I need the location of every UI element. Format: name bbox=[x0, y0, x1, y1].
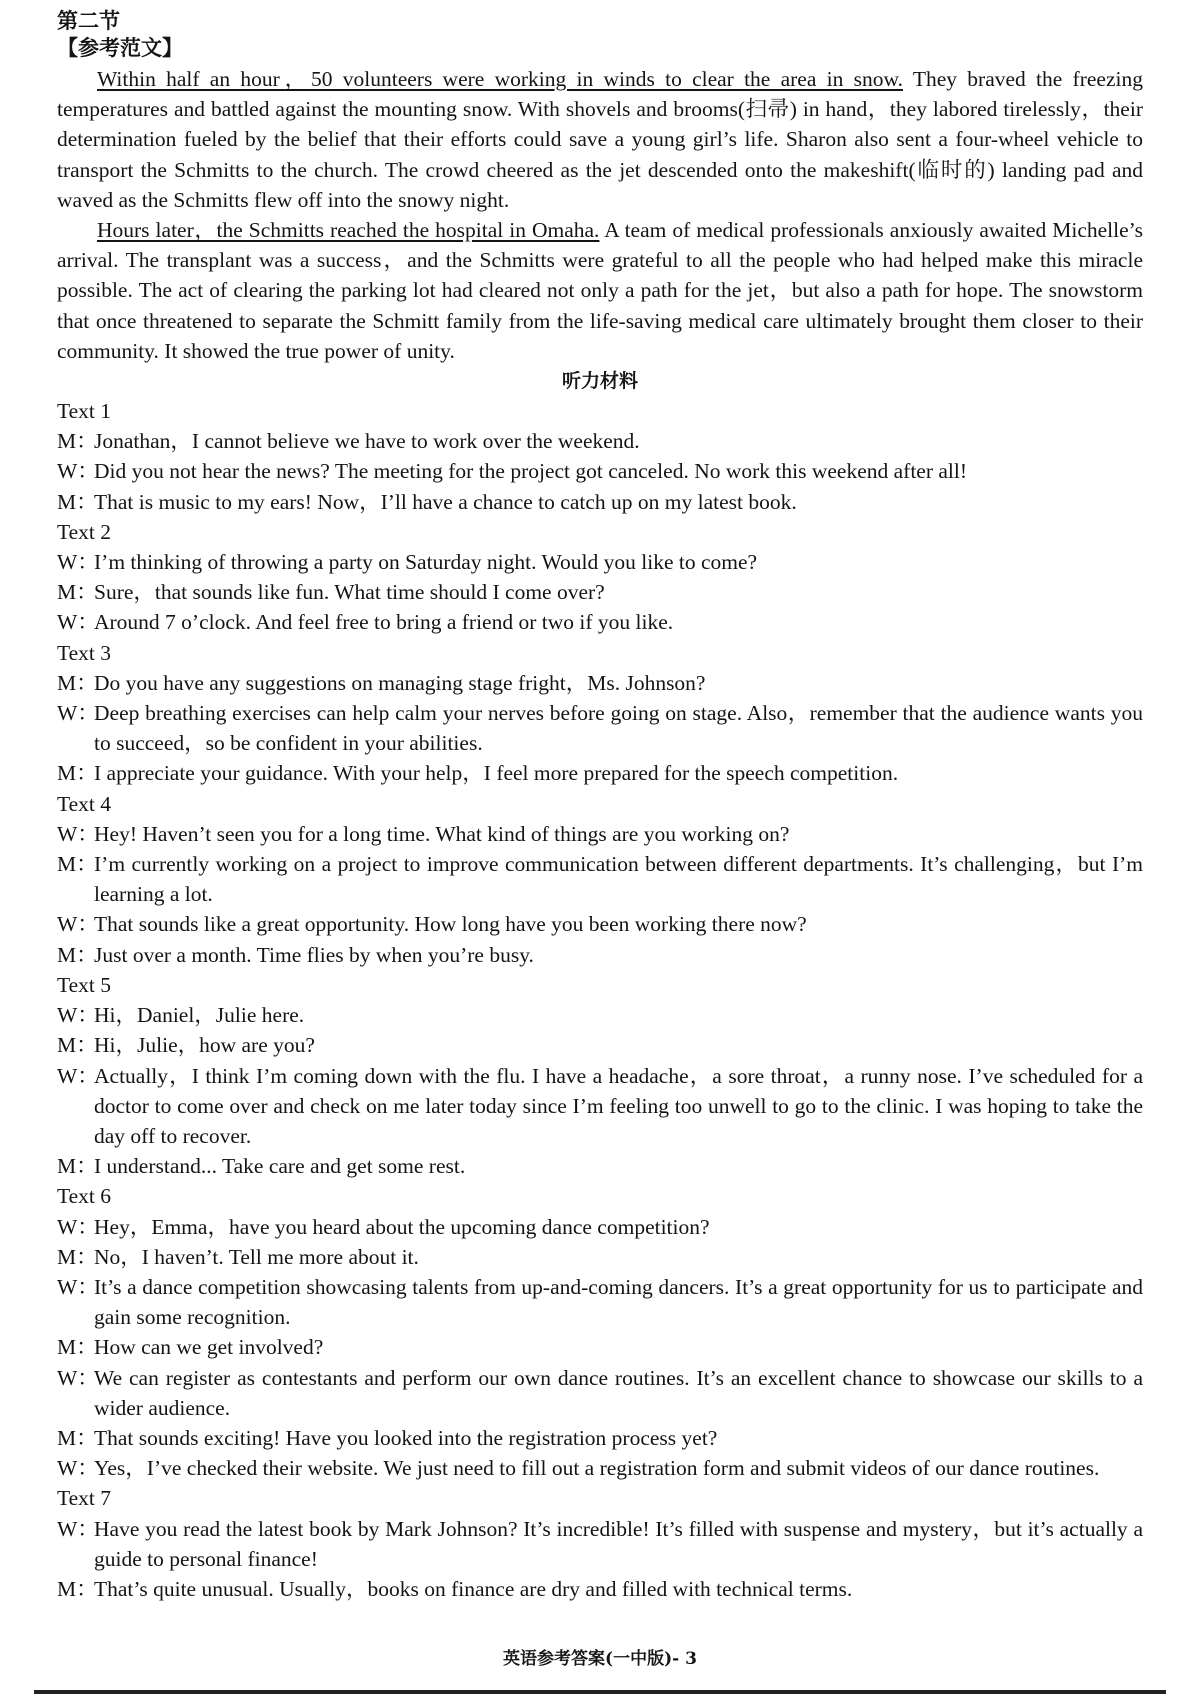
speaker-label: M： bbox=[57, 670, 98, 695]
dialogue-line bbox=[57, 456, 1143, 486]
speaker-label: W： bbox=[57, 821, 99, 846]
utterance-text: Just over a month. Time flies by when you’re busy. bbox=[94, 942, 534, 967]
page-footer: 英语参考答案(一中版)- 3 bbox=[503, 1649, 697, 1669]
dialogue-line bbox=[57, 758, 1143, 788]
dialogue-line bbox=[57, 819, 1143, 849]
listening-title: 听力材料 bbox=[561, 370, 638, 393]
utterance-text: I understand... Take care and get some rest. bbox=[94, 1154, 466, 1179]
speaker-label: W： bbox=[57, 550, 99, 575]
utterance-text: How can we get involved? bbox=[94, 1335, 324, 1360]
speaker-label: W： bbox=[57, 1214, 99, 1239]
dialogue-line bbox=[57, 1272, 1143, 1332]
speaker-label: W： bbox=[57, 1456, 99, 1481]
dialogue-line bbox=[57, 1061, 1143, 1152]
utterance-text: Have you read the latest book by Mark Johnson? It’s incredible! It’s filled with suspense and mystery，but it’s actually a guide to personal finance! bbox=[94, 1516, 1143, 1571]
document-page bbox=[57, 8, 1143, 1604]
speaker-label: W： bbox=[57, 1003, 99, 1028]
speaker-label: W： bbox=[57, 610, 99, 635]
utterance-text: That’s quite unusual. Usually，books on finance are dry and filled with technical terms. bbox=[94, 1576, 853, 1601]
dialogue-line bbox=[57, 849, 1143, 909]
utterance-text: Deep breathing exercises can help calm your nerves before going on stage. Also，remember that the audience wants you to succeed，so be confident in your abilities. bbox=[94, 701, 1143, 756]
speaker-label: M： bbox=[57, 852, 98, 877]
dialogue-line bbox=[57, 607, 1143, 637]
dialogue-line bbox=[57, 940, 1143, 970]
dialogue-line bbox=[57, 1574, 1143, 1604]
speaker-label: W： bbox=[57, 1063, 99, 1088]
utterance-text: Hi，Julie，how are you? bbox=[94, 1033, 315, 1058]
speaker-label: W： bbox=[57, 459, 99, 484]
dialogue-line bbox=[57, 426, 1143, 456]
dialogue-line bbox=[57, 1030, 1143, 1060]
speaker-label: W： bbox=[57, 912, 99, 937]
utterance-text: That sounds exciting! Have you looked into the registration process yet? bbox=[94, 1425, 718, 1450]
utterance-text: Jonathan，I cannot believe we have to work over the weekend. bbox=[94, 429, 640, 454]
dialogue-line bbox=[57, 577, 1143, 607]
dialogue-line bbox=[57, 1423, 1143, 1453]
utterance-text: Yes，I’ve checked their website. We just need to fill out a registration form and submit videos of our dance routines. bbox=[94, 1456, 1100, 1481]
speaker-label: W： bbox=[57, 701, 99, 726]
speaker-label: M： bbox=[57, 1576, 98, 1601]
dialogue-line bbox=[57, 1453, 1143, 1483]
utterance-text: Do you have any suggestions on managing stage fright，Ms. Johnson? bbox=[94, 670, 706, 695]
speaker-label: M： bbox=[57, 1425, 98, 1450]
paragraph-1-body: They braved the freezing temperatures and battled against the mounting snow. With shovels and brooms(扫帚) in hand，they labored tirelessly，their determination fueled by the belief that their efforts could save a young girl’s life. Sharon also sent a four-wheel vehicle to transport the Schmitts to the church. The crowd cheered as the jet descended onto the makeshift(临时的) landing pad and waved as the Schmitts flew off into the snowy night. bbox=[57, 67, 1143, 212]
essay-heading: 【参考范文】 bbox=[57, 36, 183, 60]
text-label: Text 5 bbox=[57, 972, 112, 997]
utterance-text: I’m thinking of throwing a party on Saturday night. Would you like to come? bbox=[94, 550, 758, 575]
speaker-label: M： bbox=[57, 1335, 98, 1360]
utterance-text: Hi，Daniel，Julie here. bbox=[94, 1003, 305, 1028]
dialogue-line bbox=[57, 668, 1143, 698]
utterance-text: Did you not hear the news? The meeting for the project got canceled. No work this weekend after all! bbox=[94, 459, 968, 484]
utterance-text: Actually，I think I’m coming down with the flu. I have a headache，a sore throat，a runny nose. I’ve scheduled for a doctor to come over and check on me later today since I’m feeling too unwell to go to the clinic. I was hoping to take the day off to recover. bbox=[94, 1063, 1143, 1148]
dialogue-line bbox=[57, 698, 1143, 758]
speaker-label: M： bbox=[57, 489, 98, 514]
underlined-sentence-1: Within half an hour，50 volunteers were working in winds to clear the area in snow. bbox=[97, 67, 903, 91]
speaker-label: W： bbox=[57, 1516, 99, 1541]
underlined-sentence-2: Hours later，the Schmitts reached the hospital in Omaha. bbox=[97, 218, 600, 243]
dialogue-line bbox=[57, 1212, 1143, 1242]
utterance-text: Around 7 o’clock. And feel free to bring a friend or two if you like. bbox=[94, 610, 674, 635]
utterance-text: That is music to my ears! Now，I’ll have a chance to catch up on my latest book. bbox=[94, 489, 797, 514]
text-label: Text 7 bbox=[57, 1486, 112, 1511]
utterance-text: It’s a dance competition showcasing talents from up-and-coming dancers. It’s a great opportunity for us to participate and gain some recognition. bbox=[94, 1274, 1143, 1330]
speaker-label: M： bbox=[57, 942, 98, 967]
utterance-text: No，I haven’t. Tell me more about it. bbox=[94, 1244, 419, 1269]
text-label: Text 2 bbox=[57, 519, 112, 544]
text-label: Text 3 bbox=[57, 640, 112, 665]
essay-paragraph-1 bbox=[57, 64, 1143, 215]
essay-paragraph-2 bbox=[57, 215, 1143, 366]
utterance-text: We can register as contestants and perform our own dance routines. It’s an excellent chance to showcase our skills to a wider audience. bbox=[94, 1365, 1143, 1420]
dialogue-line bbox=[57, 487, 1143, 517]
speaker-label: M： bbox=[57, 761, 98, 786]
utterance-text: I’m currently working on a project to improve communication between different departments. It’s challenging，but I’m learning a lot. bbox=[94, 852, 1143, 907]
text-label: Text 1 bbox=[57, 399, 112, 424]
dialogue-line bbox=[57, 1242, 1143, 1272]
dialogue-line bbox=[57, 547, 1143, 577]
speaker-label: M： bbox=[57, 1244, 98, 1269]
dialogue-line bbox=[57, 1000, 1143, 1030]
utterance-text: That sounds like a great opportunity. How long have you been working there now? bbox=[94, 912, 807, 937]
speaker-label: W： bbox=[57, 1365, 99, 1390]
utterance-text: I appreciate your guidance. With your help，I feel more prepared for the speech competition. bbox=[94, 761, 899, 786]
listening-script bbox=[57, 396, 1143, 1604]
dialogue-line bbox=[57, 1151, 1143, 1181]
speaker-label: M： bbox=[57, 429, 98, 454]
dialogue-line bbox=[57, 909, 1143, 939]
paragraph-2-body: A team of medical professionals anxiously awaited Michelle’s arrival. The transplant was a success，and the Schmitts were grateful to all the people who had helped make this miracle possible. The act of clearing the parking lot had cleared not only a path for the jet，but also a path for hope. The snowstorm that once threatened to separate the Schmitt family from the life-saving medical care ultimately brought them closer to their community. It showed the true power of unity. bbox=[57, 218, 1144, 363]
dialogue-line bbox=[57, 1363, 1143, 1423]
section-title: 第二节 bbox=[57, 9, 120, 33]
bottom-rule bbox=[34, 1690, 1166, 1694]
text-label: Text 4 bbox=[57, 791, 112, 816]
utterance-text: Sure，that sounds like fun. What time should I come over? bbox=[94, 580, 605, 605]
utterance-text: Hey! Haven’t seen you for a long time. What kind of things are you working on? bbox=[94, 821, 790, 846]
speaker-label: M： bbox=[57, 580, 98, 605]
speaker-label: M： bbox=[57, 1154, 98, 1179]
dialogue-line bbox=[57, 1332, 1143, 1362]
utterance-text: Hey，Emma，have you heard about the upcoming dance competition? bbox=[94, 1214, 710, 1239]
text-label: Text 6 bbox=[57, 1184, 112, 1209]
speaker-label: W： bbox=[57, 1274, 99, 1299]
dialogue-line bbox=[57, 1514, 1143, 1574]
speaker-label: M： bbox=[57, 1033, 98, 1058]
